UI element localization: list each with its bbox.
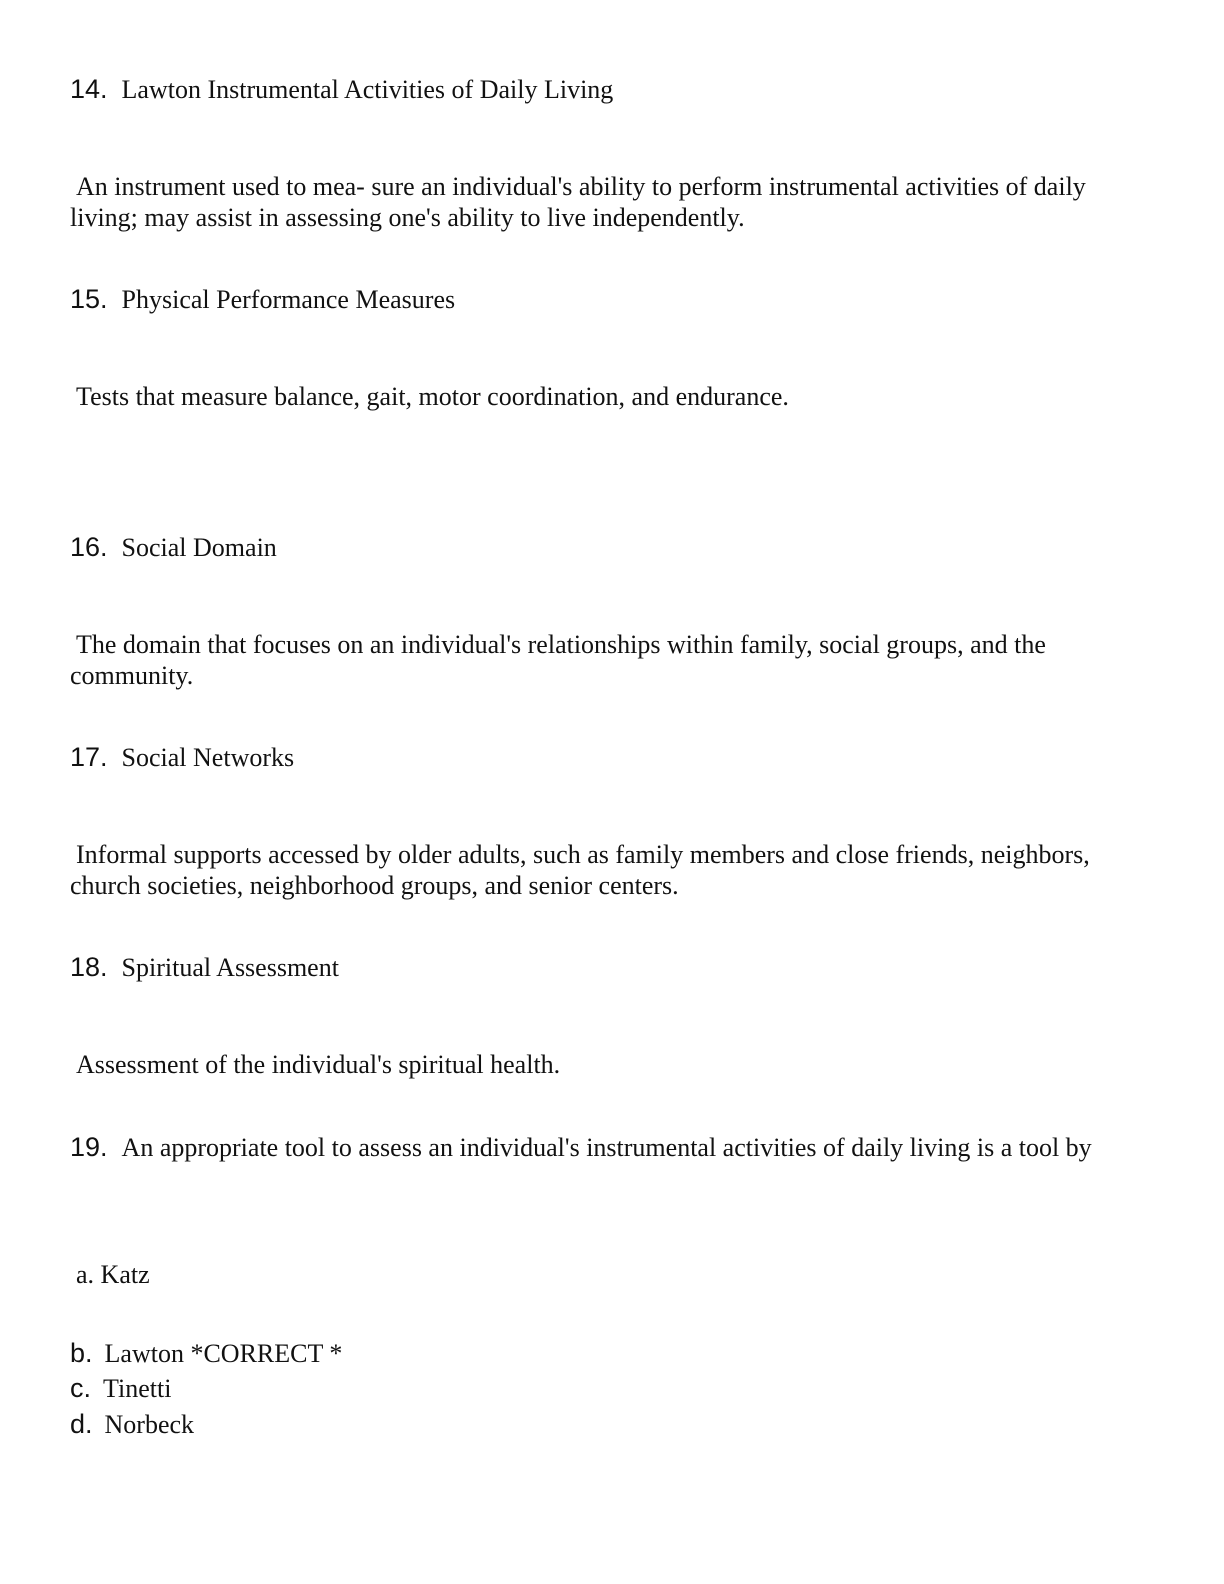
term-definition-18: Assessment of the individual's spiritual health. — [76, 1050, 561, 1079]
item-number: 17. — [70, 742, 108, 772]
term-definition-17: Informal supports accessed by older adults, such as family members and close friends, neighbors, church societies, neighborhood groups, and senior centers. — [70, 840, 1090, 900]
option-letter: c. — [70, 1373, 92, 1403]
term-title: Spiritual Assessment — [121, 953, 339, 982]
answer-option-a: a. Katz — [76, 1260, 150, 1289]
answer-option-c — [70, 1373, 171, 1404]
term-heading-18 — [70, 952, 339, 983]
term-definition-16: The domain that focuses on an individual's relationships within family, social groups, and the community. — [70, 630, 1046, 690]
item-number: 15. — [70, 284, 108, 314]
term-title: Physical Performance Measures — [121, 285, 456, 314]
question-19 — [70, 1132, 1160, 1163]
term-definition-15: Tests that measure balance, gait, motor coordination, and endurance. — [76, 382, 789, 411]
term-title: Lawton Instrumental Activities of Daily Living — [121, 75, 614, 104]
question-text: An appropriate tool to assess an individual's instrumental activities of daily living is a tool by — [121, 1133, 1092, 1162]
option-text: Lawton *CORRECT * — [104, 1339, 343, 1368]
option-text: Tinetti — [103, 1374, 172, 1403]
term-heading-16 — [70, 532, 277, 563]
item-number: 14. — [70, 74, 108, 104]
term-heading-17 — [70, 742, 294, 773]
item-number: 16. — [70, 532, 108, 562]
option-text: Norbeck — [104, 1410, 195, 1439]
term-heading-15 — [70, 284, 455, 315]
item-number: 18. — [70, 952, 108, 982]
question-number: 19. — [70, 1132, 108, 1162]
term-title: Social Domain — [121, 533, 277, 562]
option-letter: d. — [70, 1409, 93, 1439]
term-title: Social Networks — [121, 743, 295, 772]
answer-option-d — [70, 1409, 194, 1440]
term-definition-14: An instrument used to mea- sure an individual's ability to perform instrumental activities of daily living; may assist in assessing one's ability to live independently. — [70, 172, 1086, 232]
answer-option-b — [70, 1338, 342, 1369]
option-letter: b. — [70, 1338, 93, 1368]
term-heading-14 — [70, 74, 613, 105]
